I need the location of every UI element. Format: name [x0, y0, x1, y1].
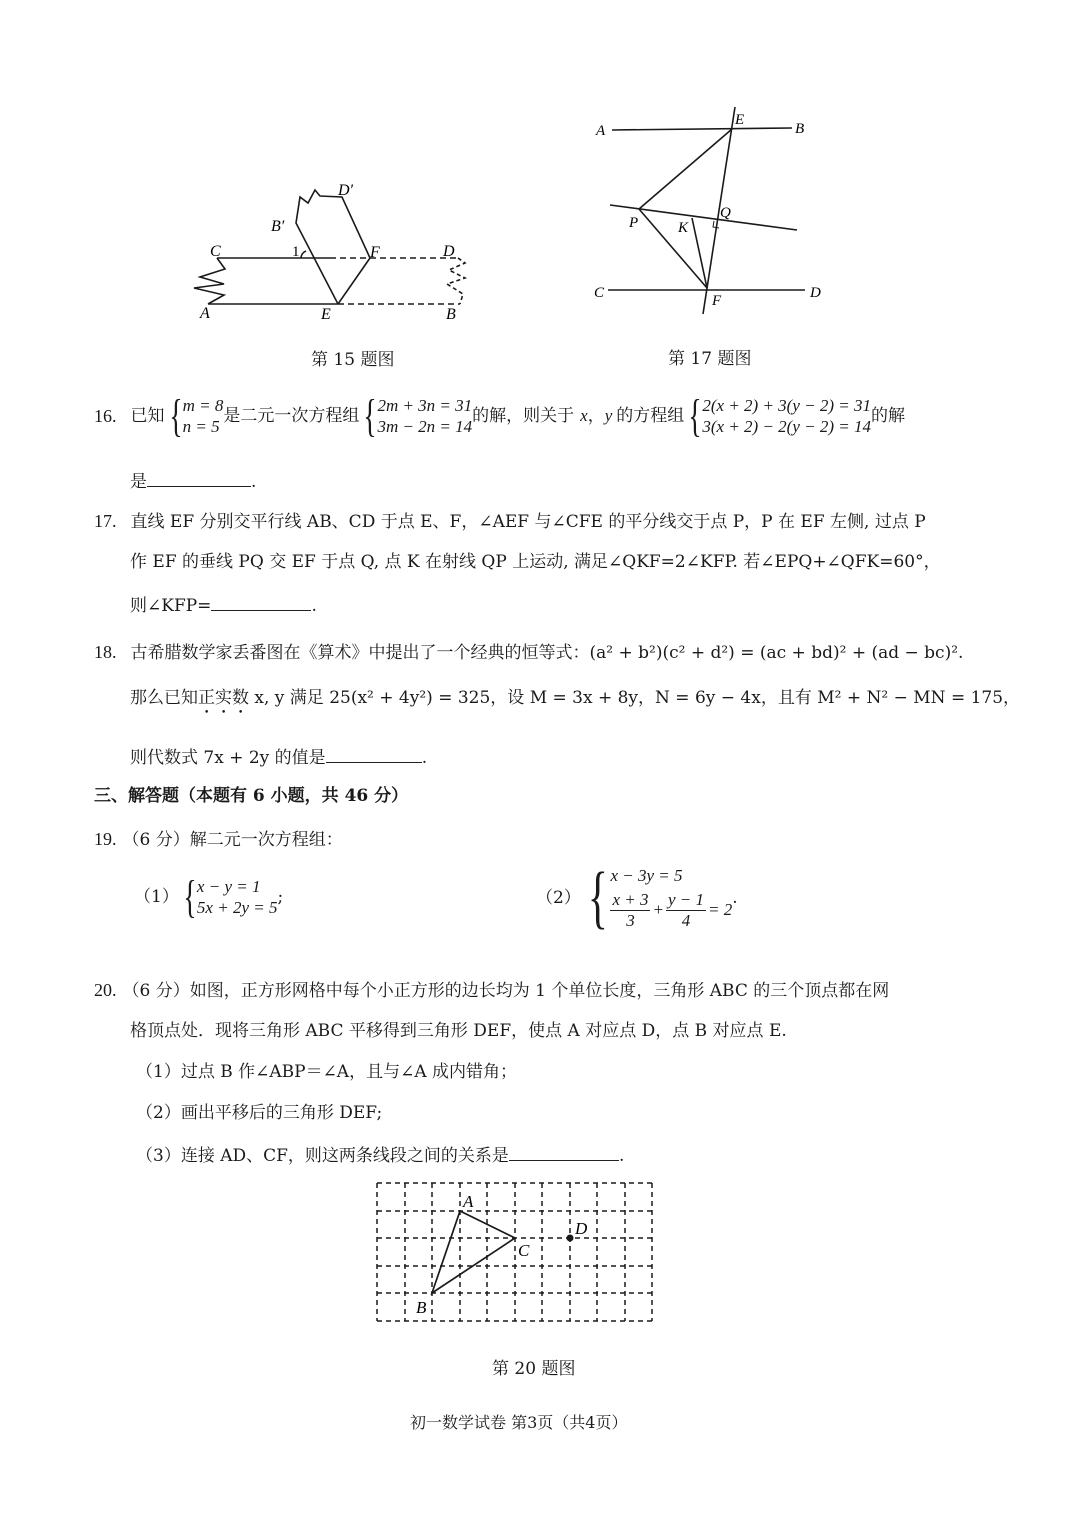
- q16-text-4: 的方程组: [616, 406, 685, 426]
- q16-text-5: 的解: [870, 406, 905, 426]
- label-D: D: [810, 285, 821, 301]
- q16-answer-blank[interactable]: [147, 470, 251, 487]
- question-number: 19.: [94, 829, 117, 849]
- emphasized-text: 正实数: [198, 688, 249, 708]
- q18-line-2: 那么已知正实数 x, y 满足 25(x² + 4y²) = 325，设 M = 3x + 8y，N = 6y − 4x，且有 M² + N² − MN = 175，: [130, 688, 1021, 708]
- q17-answer-blank[interactable]: [211, 594, 311, 611]
- figure-20-grid: [370, 1176, 665, 1336]
- label-E: E: [735, 112, 745, 128]
- figure-20: [370, 1176, 665, 1336]
- label-D-prime: D′: [338, 182, 354, 199]
- q20-answer-blank[interactable]: [509, 1144, 619, 1161]
- label-D: D: [443, 243, 455, 260]
- q16-answer-line: 是 .: [130, 472, 257, 492]
- label-K: K: [678, 220, 689, 236]
- question-19: [94, 829, 343, 850]
- label-B-prime: B′: [271, 218, 285, 235]
- figure-17-caption: 第 17 题图: [668, 349, 752, 369]
- q19-part-2: （2） { x − 3y = 5 $\frac{x + 3}{3}$ + $\frac{y - 1}{4}$ = 2 .: [536, 859, 738, 936]
- section-3-title: 三、解答题（本题有 6 小题，共 46 分）: [94, 786, 409, 806]
- figure-20-caption: 第 20 题图: [492, 1359, 576, 1379]
- q16-system-2: { 2(x + 2) + 3(y − 2) = 31 3(x + 2) − 2(y − 2) = 14: [688, 390, 871, 441]
- label-D: D: [575, 1219, 588, 1238]
- q18-line-3: 则代数式 7x + 2y 的值是 .: [130, 748, 428, 768]
- point-D: [567, 1235, 574, 1242]
- label-F: F: [712, 293, 722, 309]
- q20-line-2: 格顶点处．现将三角形 ABC 平移得到三角形 DEF，使点 A 对应点 D，点 B 对应点 E.: [130, 1021, 787, 1041]
- q18-line-1: 古希腊数学家丢番图在《算术》中提出了一个经典的恒等式：(a² + b²)(c² + d²) = (ac + bd)² + (ad − bc)².: [130, 643, 964, 663]
- q18-answer-blank[interactable]: [326, 746, 422, 763]
- figure-15: [180, 160, 480, 330]
- figure-15-diagram: [180, 160, 480, 330]
- question-number: 18.: [94, 642, 117, 662]
- q16-system-1: { 2m + 3n = 31 3m − 2n = 14: [363, 390, 473, 441]
- triangle-ABC: [432, 1211, 515, 1293]
- question-number: 17.: [94, 511, 117, 531]
- label-F: F: [370, 244, 380, 261]
- question-17: [94, 511, 926, 532]
- q20-sub-3: （3）连接 AD、CF，则这两条线段之间的关系是 .: [136, 1146, 625, 1166]
- q16-given-system: { m = 8 n = 5: [168, 390, 224, 441]
- question-18: [94, 642, 963, 663]
- q16-text-1: 已知: [130, 406, 165, 426]
- question-number: 16.: [94, 406, 117, 426]
- q17-line-3: 则∠KFP= .: [130, 596, 317, 616]
- label-A: A: [200, 305, 210, 322]
- figure-17: [580, 100, 830, 320]
- label-B: B: [795, 121, 805, 137]
- label-B: B: [416, 1298, 427, 1317]
- q19-intro: （6 分）解二元一次方程组：: [122, 830, 343, 850]
- q16-text-2: 是二元一次方程组: [223, 406, 360, 426]
- figure-17-diagram: [580, 100, 830, 320]
- q20-line-1: （6 分）如图，正方形网格中每个小正方形的边长均为 1 个单位长度，三角形 ABC 的三个顶点都在网: [122, 981, 890, 1001]
- question-number: 20.: [94, 980, 117, 1000]
- label-C: C: [594, 285, 605, 301]
- q17-line-1: 直线 EF 分别交平行线 AB、CD 于点 E、F，∠AEF 与∠CFE 的平分线交于点 P，P 在 EF 左侧, 过点 P: [130, 512, 926, 532]
- figure-15-caption: 第 15 题图: [311, 350, 395, 370]
- q16-text-3: 的解，则关于: [472, 406, 575, 426]
- q20-sub-1: （1）过点 B 作∠ABP＝∠A，且与∠A 成内错角；: [136, 1062, 518, 1082]
- label-B: B: [446, 306, 456, 323]
- label-Q: Q: [720, 205, 731, 221]
- label-C: C: [518, 1241, 530, 1260]
- q19-part-1: （1） { x − y = 1 5x + 2y = 5 ;: [134, 871, 284, 922]
- question-16: 16. 已知 { m = 8 n = 5 是二元一次方程组 { 2m + 3n = 31 3m − 2n = 14 的解，则关于 x ， y 的方程组 { 2(x + 2) + 3(y − 2) = 31 3(x + 2) − 2(y − 2) = 14 的解: [94, 390, 905, 441]
- label-angle-1: 1: [292, 244, 300, 260]
- label-P: P: [629, 215, 639, 231]
- label-A: A: [463, 1192, 474, 1211]
- question-20: [94, 980, 889, 1001]
- label-C: C: [210, 243, 221, 260]
- label-A: A: [596, 123, 606, 139]
- q17-line-2: 作 EF 的垂线 PQ 交 EF 于点 Q, 点 K 在射线 QP 上运动, 满足∠QKF=2∠KFP. 若∠EPQ+∠QFK=60°，: [130, 552, 941, 572]
- q20-sub-2: （2）画出平移后的三角形 DEF;: [136, 1103, 383, 1123]
- label-E: E: [321, 306, 331, 323]
- page-footer: 初一数学试卷 第3页（共4页）: [410, 1413, 628, 1432]
